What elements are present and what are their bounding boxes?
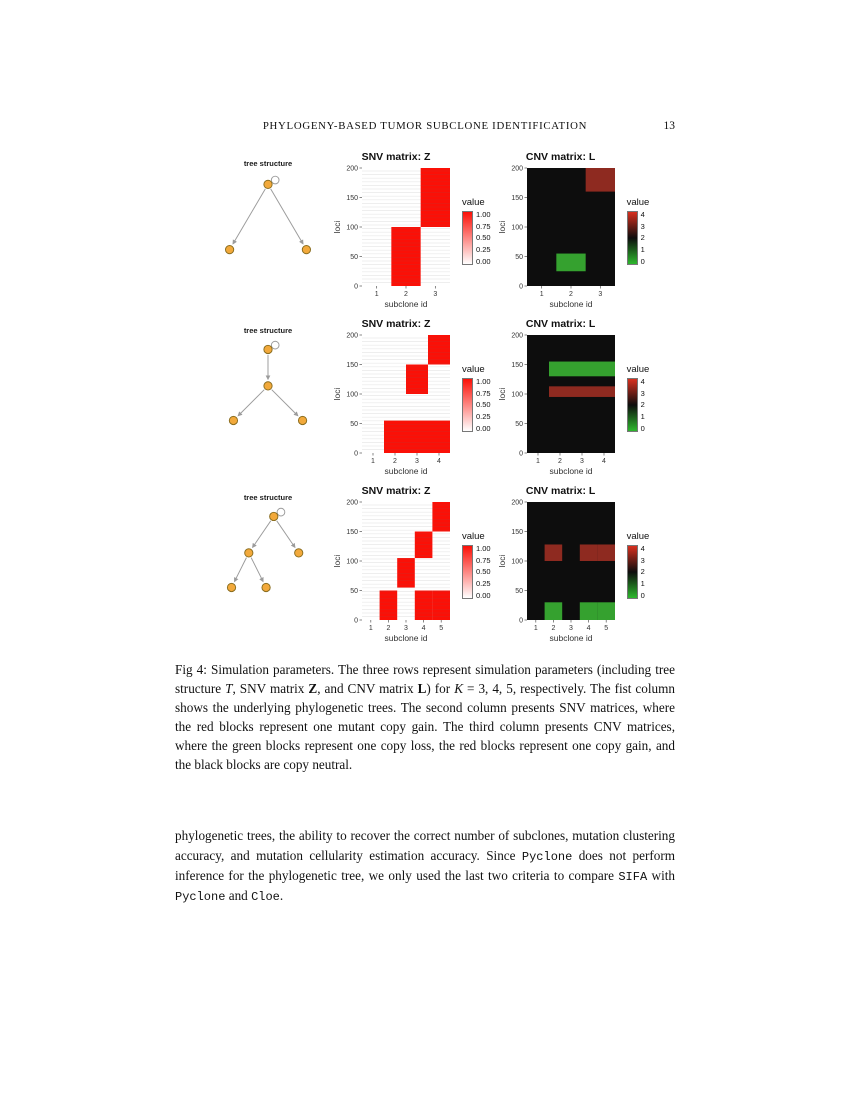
x-tick-label: 3 [404,625,408,632]
x-tick-label: 2 [386,625,391,632]
legend-tick-label: 4 [640,544,645,553]
x-tick-label: 2 [393,458,397,465]
y-tick-label: 0 [354,450,358,458]
tree-panel [218,159,318,270]
tree-node [227,583,235,591]
header-title: PHYLOGENY-BASED TUMOR SUBCLONE IDENTIFICATION [262,120,588,132]
text-segment: ) for [426,681,455,696]
self-loop-icon [271,341,279,349]
snv-matrix-k3 [332,151,491,313]
legend-tick-label: 0.75 [476,221,491,231]
x-axis-label: subclone id [549,633,593,643]
y-axis-label: loci [332,387,342,401]
legend-tick-label: 1 [640,411,645,421]
legend-tick-label: 3 [640,388,645,398]
legend-tick-label: 0 [640,423,645,433]
heatmap-block [593,362,615,377]
tree-edge [238,390,264,416]
heatmap-block [544,602,562,620]
y-tick-label: 150 [510,528,523,536]
legend-gradient-bar [462,378,473,432]
heatmap-block [406,421,428,453]
legend-gradient-bar [627,211,638,265]
self-loop-icon [277,508,285,516]
y-tick-label: 200 [346,499,358,507]
legend-tick-label: 2 [640,233,645,243]
text-segment: and [225,887,252,903]
x-axis-label: subclone id [384,466,428,476]
y-tick-label: 200 [346,165,358,173]
text-segment: , and CNV matrix [317,681,418,696]
x-tick-label: 4 [421,625,426,632]
y-axis-label: loci [496,387,507,401]
tree-edge [271,189,303,244]
x-tick-label: 4 [437,458,441,465]
heatmap-block [406,365,428,395]
y-tick-label: 150 [510,194,523,202]
figure-caption [175,660,675,774]
x-tick-label: 2 [551,625,555,632]
text-segment: Z [308,681,318,696]
heatmap-block [432,502,450,532]
tree-edge [235,558,247,582]
heatmap-block [556,254,585,272]
x-tick-label: 2 [557,458,562,465]
value-legend [627,364,650,432]
tree-node [270,512,278,520]
y-tick-label: 100 [346,224,358,232]
y-tick-label: 0 [354,617,358,625]
value-legend [462,197,491,265]
y-tick-label: 100 [510,558,523,566]
y-tick-label: 150 [510,361,523,369]
x-tick-label: 1 [371,458,375,465]
heatmap-block [384,421,406,453]
y-tick-label: 0 [518,450,523,458]
x-tick-label: 3 [568,625,573,632]
text-segment: Pyclone [521,849,573,864]
legend-gradient-bar [627,378,638,432]
heatmap-block [428,335,450,365]
x-axis-label: subclone id [549,466,593,476]
tree-node [264,180,272,188]
legend-title: value [626,364,650,375]
heatmap-block [428,421,450,453]
value-legend [462,531,491,599]
x-tick-label: 3 [415,458,419,465]
legend-tick-label: 0.00 [476,590,491,600]
y-tick-label: 150 [346,194,358,202]
legend-tick-label: 3 [640,221,645,231]
text-segment: Fig 4: Simulation parameters. The three rows represent simulation parameters (including tree structure [175,662,675,696]
y-tick-label: 50 [350,587,358,595]
chart-title: CNV matrix: L [525,485,596,497]
legend-title: value [626,531,650,542]
tree-structure-label: tree structure [243,493,293,502]
legend-tick-label: 0 [640,590,645,600]
text-segment: Pyclone [175,889,226,904]
legend-tick-label: 0.25 [476,578,491,588]
x-tick-label: 5 [603,625,608,632]
y-tick-label: 150 [346,361,358,369]
tree-edge [253,521,271,548]
heatmap-plot [332,163,460,313]
text-segment: . [279,887,284,903]
x-tick-label: 4 [586,625,591,632]
legend-tick-label: 0.00 [476,423,491,433]
tree-panel [218,493,318,604]
legend-tick-label: 0.75 [476,555,491,565]
self-loop-icon [271,176,279,184]
legend-title: value [626,197,650,208]
text-segment: , SNV matrix [232,681,309,696]
x-tick-label: 3 [597,291,602,298]
tree-edge [272,390,298,416]
y-tick-label: 100 [510,224,523,232]
tree-edge [277,521,295,548]
legend-tick-label: 2 [640,400,645,410]
page-header [175,120,675,136]
heatmap-block [571,386,593,397]
heatmap-plot [497,330,625,480]
legend-title: value [462,364,485,375]
legend-title: value [462,197,485,208]
y-tick-label: 200 [510,499,523,507]
legend-tick-label: 0.00 [476,256,491,266]
tree-panel [218,326,318,437]
y-tick-label: 50 [514,587,523,595]
chart-title: SNV matrix: Z [361,485,431,497]
tree-diagram [218,169,318,265]
tree-node [298,416,306,424]
legend-tick-label: 0.25 [476,244,491,254]
tree-node [264,345,272,353]
y-axis-label: loci [496,554,507,568]
y-tick-label: 0 [518,283,523,291]
heatmap-block [597,544,615,561]
x-tick-label: 4 [601,458,606,465]
legend-tick-label: 3 [640,555,645,565]
legend-gradient-bar [462,211,473,265]
x-tick-label: 5 [439,625,444,632]
tree-edge [251,558,263,582]
heatmap-block [579,602,597,620]
legend-tick-label: 0.50 [476,233,491,243]
y-tick-label: 200 [346,332,358,340]
y-tick-label: 50 [514,420,523,428]
tree-node [245,549,253,557]
tree-node [295,549,303,557]
chart-title: CNV matrix: L [525,318,596,330]
x-tick-label: 1 [374,291,379,298]
y-tick-label: 100 [346,391,358,399]
legend-tick-label: 0.75 [476,388,491,398]
page-number: 13 [663,120,675,132]
cnv-matrix-k3 [497,151,650,313]
tree-node [264,382,272,390]
y-axis-label: loci [496,220,507,234]
legend-tick-label: 1 [640,244,645,254]
text-segment: Cloe [251,889,280,904]
chart-title: CNV matrix: L [525,151,596,163]
heatmap-block [593,386,615,397]
y-axis-label: loci [332,554,342,568]
legend-tick-label: 4 [640,377,645,386]
cnv-matrix-k5 [497,485,650,647]
tree-diagram [218,503,318,599]
y-tick-label: 0 [354,283,358,291]
figure-row [172,318,684,480]
legend-tick-label: 0.50 [476,567,491,577]
legend-tick-label: 1.00 [476,210,491,219]
legend-tick-label: 4 [640,210,645,219]
legend-tick-label: 1.00 [476,544,491,553]
x-tick-label: 1 [368,625,373,632]
heatmap-block [571,362,593,377]
x-axis-label: subclone id [384,633,428,643]
y-tick-label: 50 [350,253,358,261]
legend-title: value [462,531,485,542]
body-paragraph [175,826,675,906]
tree-structure-label: tree structure [243,326,293,335]
figure-grid [172,151,684,652]
x-tick-label: 3 [433,291,438,298]
tree-diagram [218,336,318,432]
tree-structure-label: tree structure [243,159,293,168]
y-tick-label: 50 [350,420,358,428]
legend-tick-label: 1 [640,578,645,588]
heatmap-plot [332,330,460,480]
legend-tick-label: 0 [640,256,645,266]
y-tick-label: 100 [346,558,358,566]
text-segment: L [417,681,427,696]
x-axis-label: subclone id [549,299,593,309]
heatmap-block [585,168,614,192]
tree-node [262,583,270,591]
snv-matrix-k4 [332,318,491,480]
y-tick-label: 50 [514,253,523,261]
heatmap-block [597,602,615,620]
text-segment: T [225,681,233,696]
heatmap-plot [332,497,460,647]
text-segment: K [454,681,463,696]
value-legend [627,197,650,265]
legend-gradient-bar [627,545,638,599]
heatmap-plot [497,163,625,313]
x-tick-label: 1 [535,458,540,465]
text-segment: with [647,867,675,883]
legend-tick-label: 0.25 [476,411,491,421]
legend-gradient-bar [462,545,473,599]
y-tick-label: 200 [510,165,523,173]
tree-node [225,246,233,254]
text-segment: SIFA [618,869,648,884]
x-tick-label: 3 [579,458,584,465]
figure-row [172,151,684,313]
y-tick-label: 200 [510,332,523,340]
heatmap-block [549,362,571,377]
y-tick-label: 150 [346,528,358,536]
y-tick-label: 100 [510,391,523,399]
x-tick-label: 1 [539,291,544,298]
x-tick-label: 2 [568,291,573,298]
value-legend [627,531,650,599]
text-segment: = 3, 4, 5, respectively. The fist column shows the underlying phylogenetic trees. The second column presents SNV matrices, where the red blocks represent one mutant copy gain. The third column presents CNV matrices, where the green blocks represent one copy loss, the red blocks represent one copy gain, and the black blocks are copy neutral. [175,681,675,772]
snv-matrix-k5 [332,485,491,647]
tree-edge [233,189,265,244]
value-legend [462,364,491,432]
tree-node [229,416,237,424]
x-axis-label: subclone id [384,299,428,309]
y-axis-label: loci [332,220,342,234]
legend-tick-label: 0.50 [476,400,491,410]
heatmap-plot [497,497,625,647]
heatmap-block [579,544,597,561]
legend-tick-label: 2 [640,567,645,577]
text-segment: phylogenetic trees, the ability to recover the correct number of subclones, mutation clustering accuracy, and mutation cellularity estimation accuracy. Since [175,828,675,863]
heatmap-block [544,544,562,561]
text-segment: does not perform inference for the phylogenetic tree, we only used the last two criteria to compare [175,847,675,883]
legend-tick-label: 1.00 [476,377,491,386]
tree-node [302,246,310,254]
x-tick-label: 2 [404,291,408,298]
x-tick-label: 1 [533,625,538,632]
chart-title: SNV matrix: Z [361,318,431,330]
chart-title: SNV matrix: Z [361,151,431,163]
cnv-matrix-k4 [497,318,650,480]
figure-row [172,485,684,647]
heatmap-block [549,386,571,397]
y-tick-label: 0 [518,617,523,625]
